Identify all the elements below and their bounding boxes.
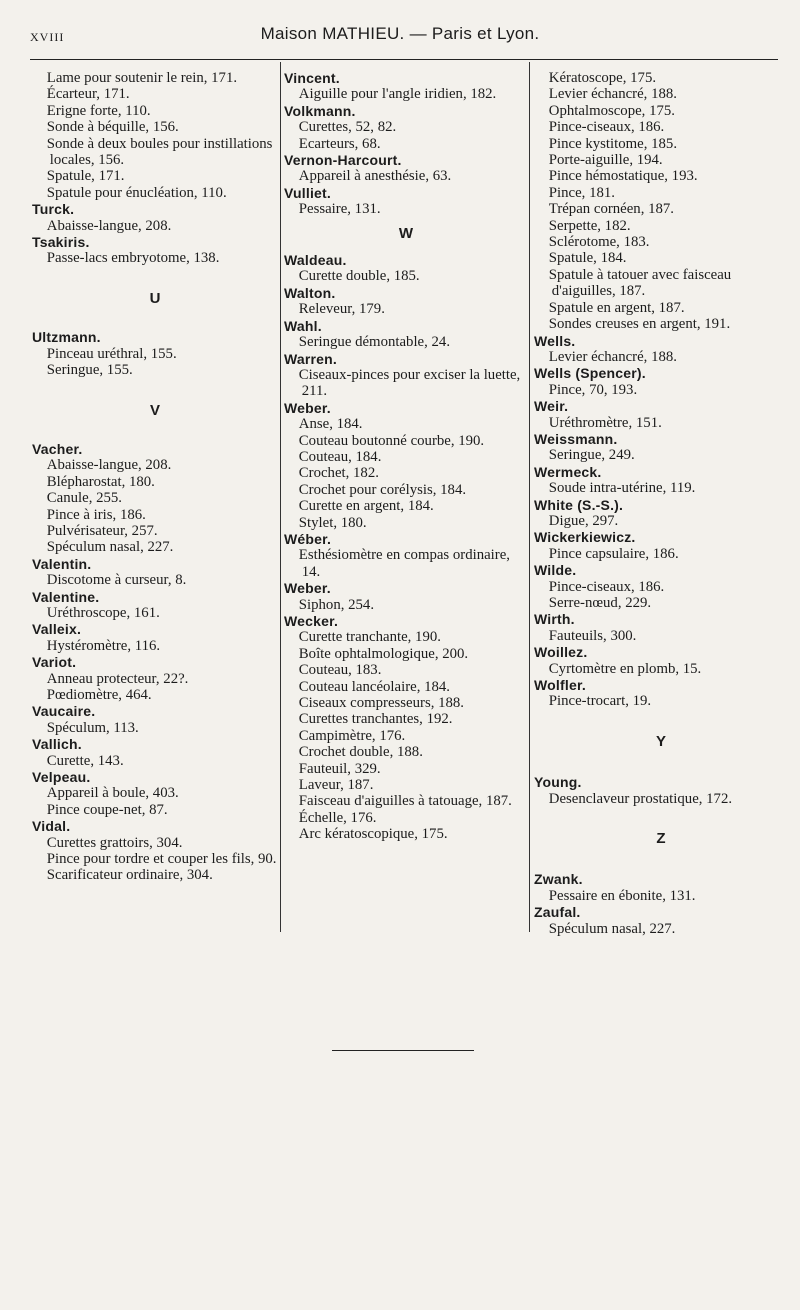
index-entry — [534, 70, 788, 333]
instrument-item: Spéculum nasal, 227. — [46, 539, 174, 556]
instrument-item: Spatule pour énucléation, 110. — [46, 184, 227, 201]
instrument-item: Stylet, 180. — [298, 514, 367, 531]
author-name: Vallich. — [32, 736, 82, 753]
index-entry — [284, 70, 528, 103]
instrument-item: Écarteur, 171. — [46, 86, 130, 103]
author-name: Weber. — [284, 399, 331, 416]
instrument-item: Curettes, 52, 82. — [298, 119, 397, 136]
index-entry — [534, 611, 788, 644]
instrument-item: Sondes creuses en argent, 191. — [548, 316, 731, 333]
author-name: Walton. — [284, 284, 336, 301]
instrument-item: Crochet, 182. — [298, 465, 379, 482]
instrument-item: Cyrtomètre en plomb, 15. — [548, 660, 702, 677]
index-entry — [32, 736, 278, 769]
author-name: Vacher. — [32, 440, 83, 457]
author-name: Vaucaire. — [32, 703, 96, 720]
instrument-item: Crochet pour corélysis, 184. — [298, 481, 467, 498]
instrument-item: Desenclaveur prostatique, 172. — [548, 790, 733, 807]
index-entry — [534, 497, 788, 530]
instrument-item: Spatule en argent, 187. — [548, 299, 685, 316]
column-separator — [529, 62, 530, 932]
author-name: Wecker. — [284, 613, 339, 629]
author-name: Weissmann. — [534, 430, 618, 447]
author-name: Wahl. — [284, 317, 322, 334]
index-entry — [284, 152, 528, 185]
instrument-item: Kératoscope, 175. — [548, 70, 657, 86]
index-entry — [284, 185, 528, 218]
author-name: Wéber. — [284, 530, 332, 547]
instrument-item: Curettes grattoirs, 304. — [46, 834, 183, 851]
author-name: Zaufal. — [534, 904, 581, 921]
instrument-item: Curette tranchante, 190. — [298, 629, 441, 646]
index-entry — [534, 365, 788, 398]
author-name: Ultzmann. — [32, 329, 101, 346]
index-entry — [534, 333, 788, 366]
index-entry — [534, 464, 788, 497]
author-name: Wells. — [534, 332, 576, 349]
author-name: Wells (Spencer). — [534, 365, 646, 382]
instrument-item: Arc kératoscopique, 175. — [298, 826, 448, 843]
index-entry — [284, 531, 528, 580]
index-entry — [534, 398, 788, 431]
instrument-item: Faisceau d'aiguilles à tatouage, 187. — [298, 793, 512, 810]
instrument-item: Couteau lancéolaire, 184. — [298, 678, 450, 695]
author-name: Wolfler. — [534, 677, 586, 694]
instrument-item: Couteau, 183. — [298, 662, 382, 679]
instrument-item: Sonde à béquille, 156. — [46, 119, 179, 136]
index-entry — [32, 329, 278, 378]
author-name: Tsakiris. — [32, 234, 90, 251]
index-entry — [32, 621, 278, 654]
instrument-item: Anse, 184. — [298, 416, 363, 433]
instrument-item: Pœdiomètre, 464. — [46, 687, 152, 703]
instrument-item: Canule, 255. — [46, 490, 123, 507]
author-name: Valentine. — [32, 588, 100, 605]
instrument-item: Couteau boutonné courbe, 190. — [298, 432, 485, 449]
section-letter: Y — [655, 732, 666, 750]
section-letter: U — [149, 289, 161, 307]
instrument-item: Spatule à tatouer avec faisceau d'aiguilles, 187. — [548, 266, 732, 300]
author-name: Vernon-Harcourt. — [284, 152, 402, 169]
index-entry — [32, 441, 278, 556]
instrument-item: Trépan cornéen, 187. — [548, 201, 674, 218]
instrument-item: Porte-aiguille, 194. — [548, 152, 663, 169]
index-entry — [32, 70, 278, 201]
instrument-item: Appareil à anesthésie, 63. — [298, 168, 452, 185]
page-number: XVIII — [30, 30, 65, 44]
instrument-item: Pinceau uréthral, 155. — [46, 345, 177, 362]
index-entry — [534, 529, 788, 562]
section-letter: W — [398, 224, 414, 242]
index-entry — [284, 400, 528, 531]
instrument-item: Anneau protecteur, 22?. — [46, 670, 189, 687]
instrument-item: Laveur, 187. — [298, 777, 374, 794]
index-entry — [32, 556, 278, 589]
instrument-item: Uréthromètre, 151. — [548, 414, 662, 431]
index-entry — [534, 677, 788, 710]
instrument-item: Sonde à deux boules pour instillations locales, 156. — [46, 135, 273, 169]
author-name: White (S.-S.). — [534, 496, 624, 513]
author-name: Weber. — [284, 580, 331, 597]
instrument-item: Pince, 181. — [548, 184, 615, 201]
instrument-item: Digue, 297. — [548, 512, 619, 529]
instrument-item: Aiguille pour l'angle iridien, 182. — [298, 86, 497, 103]
author-name: Volkmann. — [284, 102, 356, 119]
index-entry — [32, 818, 278, 884]
instrument-item: Ophtalmoscope, 175. — [548, 102, 675, 119]
author-name: Zwank. — [534, 871, 583, 888]
instrument-item: Seringue démontable, 24. — [298, 334, 451, 351]
column-separator — [280, 62, 281, 932]
end-rule — [332, 1050, 474, 1051]
instrument-item: Curette, 143. — [46, 752, 124, 769]
instrument-item: Seringue, 155. — [46, 362, 133, 379]
section-letter: V — [149, 401, 160, 419]
instrument-item: Pince-trocart, 19. — [548, 693, 652, 710]
instrument-item: Pessaire en ébonite, 131. — [548, 887, 696, 904]
instrument-item: Pince hémostatique, 193. — [548, 168, 698, 185]
instrument-item: Couteau, 184. — [298, 448, 382, 465]
instrument-item: Lame pour soutenir le rein, 171. — [46, 70, 238, 86]
index-entry — [534, 431, 788, 464]
section-letter: Z — [656, 830, 666, 848]
instrument-item: Passe-lacs embryotome, 138. — [46, 250, 220, 267]
instrument-item: Pince à iris, 186. — [46, 506, 146, 523]
author-name: Velpeau. — [32, 769, 91, 786]
author-name: Valentin. — [32, 555, 92, 572]
instrument-item: Pince coupe-net, 87. — [46, 801, 168, 818]
author-name: Wirth. — [534, 611, 575, 628]
instrument-item: Échelle, 176. — [298, 809, 377, 826]
instrument-item: Campimètre, 176. — [298, 727, 406, 744]
instrument-item: Crochet double, 188. — [298, 744, 423, 761]
index-entry — [284, 613, 528, 843]
index-entry — [32, 234, 278, 267]
author-name: Weir. — [534, 398, 569, 415]
instrument-item: Soude intra-utérine, 119. — [548, 480, 696, 497]
instrument-item: Hystéromètre, 116. — [46, 637, 161, 654]
instrument-item: Spatule, 171. — [46, 168, 125, 185]
instrument-item: Seringue, 249. — [548, 447, 635, 464]
instrument-item: Ciseaux compresseurs, 188. — [298, 695, 464, 712]
instrument-item: Pince kystitome, 185. — [548, 135, 678, 152]
author-name: Vulliet. — [284, 184, 331, 201]
index-entry — [534, 904, 788, 937]
instrument-item: Sclérotome, 183. — [548, 234, 650, 251]
instrument-item: Spéculum nasal, 227. — [548, 920, 676, 937]
author-name: Young. — [534, 774, 582, 791]
instrument-item: Uréthroscope, 161. — [46, 604, 160, 621]
instrument-item: Levier échancré, 188. — [548, 86, 677, 103]
index-entry — [32, 201, 278, 234]
instrument-item: Fauteuil, 329. — [298, 760, 381, 777]
index-entry — [284, 285, 528, 318]
instrument-item: Levier échancré, 188. — [548, 348, 677, 365]
instrument-item: Pince capsulaire, 186. — [548, 545, 679, 562]
index-entry — [534, 871, 788, 904]
index-entry — [284, 252, 528, 285]
instrument-item: Boîte ophtalmologique, 200. — [298, 645, 469, 662]
instrument-item: Serre-nœud, 229. — [548, 595, 652, 611]
instrument-item: Pince, 70, 193. — [548, 381, 638, 398]
index-entry — [32, 703, 278, 736]
index-entry — [284, 103, 528, 152]
instrument-item: Releveur, 179. — [298, 301, 385, 318]
author-name: Variot. — [32, 654, 77, 671]
author-name: Woillez. — [534, 644, 588, 661]
index-column-3 — [534, 70, 788, 937]
index-column-1 — [32, 70, 278, 920]
instrument-item: Pulvérisateur, 257. — [46, 522, 158, 539]
index-entry — [32, 654, 278, 703]
instrument-item: Abaisse-langue, 208. — [46, 217, 172, 234]
instrument-item: Serpette, 182. — [548, 217, 631, 234]
instrument-item: Spéculum, 113. — [46, 719, 139, 736]
author-name: Vincent. — [284, 70, 340, 86]
author-name: Wickerkiewicz. — [534, 529, 636, 546]
index-entry — [534, 774, 788, 807]
author-name: Vidal. — [32, 818, 71, 835]
instrument-item: Appareil à boule, 403. — [46, 785, 179, 802]
instrument-item: Pessaire, 131. — [298, 201, 381, 218]
instrument-item: Curette en argent, 184. — [298, 498, 434, 515]
instrument-item: Scarificateur ordinaire, 304. — [46, 867, 213, 884]
instrument-item: Ciseaux-pinces pour exciser la luette, 211. — [298, 366, 521, 400]
author-name: Warren. — [284, 350, 338, 367]
instrument-item: Spatule, 184. — [548, 250, 627, 267]
page-header — [30, 24, 770, 52]
author-name: Waldeau. — [284, 252, 347, 269]
instrument-item: Pince-ciseaux, 186. — [548, 119, 665, 136]
author-name: Turck. — [32, 201, 75, 218]
index-entry — [32, 769, 278, 818]
instrument-item: Esthésiomètre en compas ordinaire, 14. — [298, 547, 510, 580]
header-rule — [30, 59, 778, 60]
instrument-item: Ecarteurs, 68. — [298, 135, 381, 152]
index-entry — [284, 318, 528, 351]
instrument-item: Siphon, 254. — [298, 596, 375, 613]
index-entry — [284, 351, 528, 400]
author-name: Wilde. — [534, 562, 577, 579]
instrument-item: Discotome à curseur, 8. — [46, 572, 187, 589]
index-entry — [534, 644, 788, 677]
instrument-item: Pince pour tordre et couper les fils, 90. — [46, 851, 277, 868]
instrument-item: Fauteuils, 300. — [548, 627, 637, 644]
index-entry — [32, 589, 278, 622]
instrument-item: Pince-ciseaux, 186. — [548, 578, 665, 595]
instrument-item: Erigne forte, 110. — [46, 102, 151, 119]
instrument-item: Curette double, 185. — [298, 268, 420, 285]
index-column-2 — [284, 70, 528, 920]
index-entry — [284, 580, 528, 613]
index-entry — [534, 562, 788, 611]
running-head: Maison MATHIEU. — Paris et Lyon. — [260, 24, 540, 43]
instrument-item: Curettes tranchantes, 192. — [298, 711, 453, 728]
instrument-item: Blépharostat, 180. — [46, 473, 155, 490]
instrument-item: Abaisse-langue, 208. — [46, 457, 172, 474]
author-name: Valleix. — [32, 621, 82, 638]
author-name: Wermeck. — [534, 463, 602, 480]
